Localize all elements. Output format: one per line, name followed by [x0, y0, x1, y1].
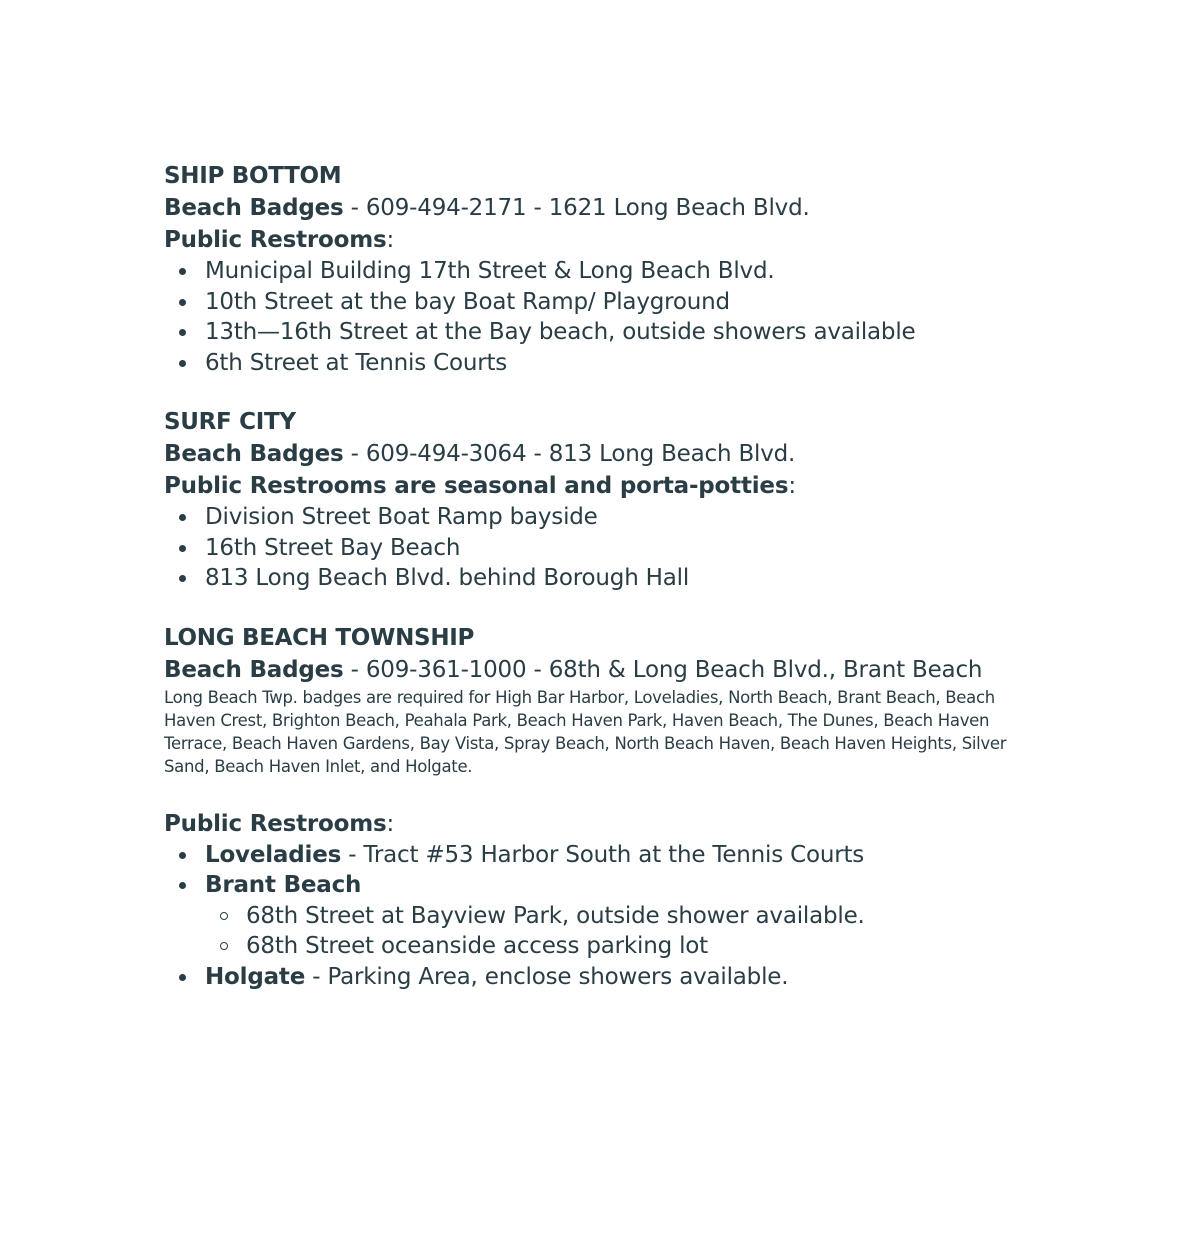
sub-list-item — [205, 931, 1064, 962]
beach-badges-info: - 609-361-1000 - 68th & Long Beach Blvd., Brant Beach — [343, 656, 983, 683]
badges-note: Long Beach Twp. badges are required for High Bar Harbor, Loveladies, North Beach, Brant Beach, Beach Haven Crest, Brighton Beach, Peahala Park, Beach Haven Park, Haven Beach, The Dunes, Beach Haven Terrace, Beach Haven Gardens, Bay Vista, Spray Beach, North Beach Haven, Beach Haven Heights, Silver Sand, Beach Haven Inlet, and Holgate. — [164, 687, 1007, 776]
beach-badges-line — [164, 438, 1064, 470]
list-item-text: 13th—16th Street at the Bay beach, outside showers available — [205, 319, 916, 345]
section-title: LONG BEACH TOWNSHIP — [164, 624, 475, 651]
restroom-list — [164, 502, 1064, 594]
section-title: SHIP BOTTOM — [164, 163, 342, 189]
beach-badges-label: Beach Badges — [164, 195, 344, 221]
restroom-list — [164, 256, 1064, 378]
list-item-text: Municipal Building 17th Street & Long Beach Blvd. — [205, 258, 775, 284]
beach-badges-info: - 609-494-3064 - 813 Long Beach Blvd. — [343, 441, 796, 467]
list-item-text: Division Street Boat Ramp bayside — [205, 504, 598, 530]
list-item-text: 10th Street at the bay Boat Ramp/ Playground — [205, 288, 730, 315]
list-item — [164, 533, 1064, 564]
sub-list — [205, 901, 1064, 962]
bullet-icon — [179, 575, 186, 582]
list-item — [164, 287, 1064, 318]
bullet-icon — [179, 329, 186, 336]
public-restrooms-label: Public Restrooms — [164, 810, 387, 837]
bullet-icon — [179, 514, 186, 521]
beach-badges-line — [164, 192, 1064, 224]
public-restrooms-label: Public Restrooms — [164, 227, 387, 253]
beach-badges-info: - 609-494-2171 - 1621 Long Beach Blvd. — [343, 195, 810, 221]
list-item-brant-beach — [164, 870, 1064, 962]
location-label: Holgate — [205, 963, 306, 990]
bullet-icon — [179, 852, 186, 859]
beach-badges-line — [164, 654, 1064, 686]
restroom-list — [164, 840, 1064, 993]
bullet-icon — [179, 882, 186, 889]
colon: : — [788, 473, 796, 499]
section-long-beach-township — [164, 622, 1064, 993]
location-label: Brant Beach — [205, 872, 362, 898]
bullet-icon — [179, 360, 186, 367]
public-restrooms-heading — [164, 470, 1064, 502]
public-restrooms-heading — [164, 808, 1064, 840]
spacer — [164, 778, 1064, 808]
public-restrooms-label: Public Restrooms are seasonal and porta-potties — [164, 473, 789, 499]
list-item — [164, 317, 1064, 348]
section-ship-bottom — [164, 160, 1064, 378]
list-item — [164, 502, 1064, 533]
public-restrooms-heading — [164, 224, 1064, 256]
list-item-text: 813 Long Beach Blvd. behind Borough Hall — [205, 565, 690, 591]
colon: : — [386, 227, 395, 253]
sub-list-item-text: 68th Street at Bayview Park, outside shower available. — [246, 902, 865, 929]
beach-badges-label: Beach Badges — [164, 441, 344, 467]
list-item-holgate — [164, 962, 1064, 993]
list-item — [164, 563, 1064, 594]
sub-list-item — [205, 901, 1064, 932]
list-item — [164, 256, 1064, 287]
bullet-icon — [179, 545, 186, 552]
location-text: - Tract #53 Harbor South at the Tennis Courts — [341, 841, 865, 868]
hollow-bullet-icon — [220, 912, 228, 920]
list-item-loveladies — [164, 840, 1064, 871]
colon: : — [386, 810, 395, 837]
restrooms-document — [164, 160, 1064, 992]
section-surf-city — [164, 406, 1064, 594]
section-title: SURF CITY — [164, 409, 296, 435]
beach-badges-label: Beach Badges — [164, 656, 344, 683]
list-item — [164, 348, 1064, 379]
bullet-icon — [179, 299, 186, 306]
bullet-icon — [179, 974, 186, 981]
hollow-bullet-icon — [220, 942, 228, 950]
location-label: Loveladies — [205, 841, 342, 868]
list-item-text: 16th Street Bay Beach — [205, 534, 461, 561]
sub-list-item-text: 68th Street oceanside access parking lot — [246, 933, 708, 959]
bullet-icon — [179, 268, 186, 275]
list-item-text: 6th Street at Tennis Courts — [205, 349, 508, 376]
location-text: - Parking Area, enclose showers available. — [305, 963, 789, 990]
